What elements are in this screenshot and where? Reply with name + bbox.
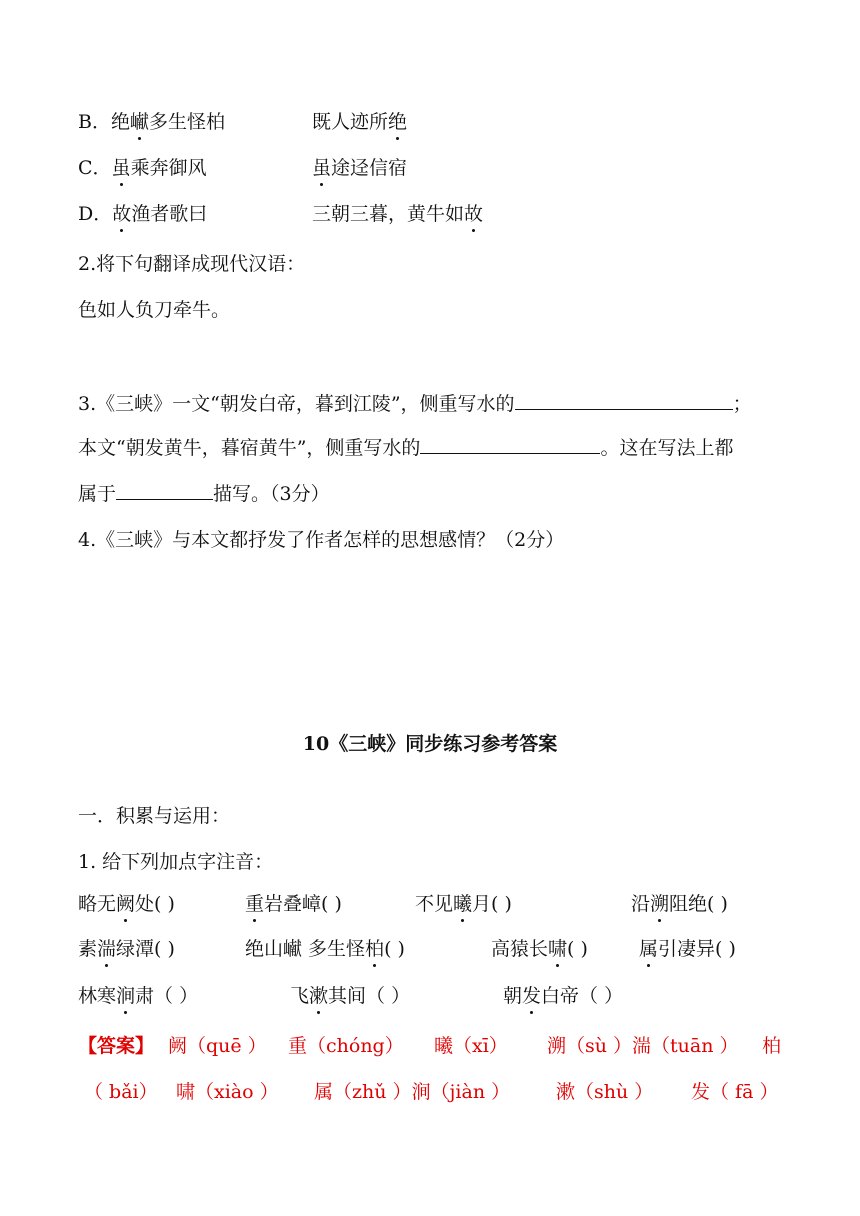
q3-text: 3.《三峡》一文“朝发白帝，暮到江陵”，侧重写水的 xyxy=(78,393,515,415)
option-text: B．绝 xyxy=(78,111,130,133)
answer-item: 曦（xī） xyxy=(434,1035,508,1057)
dotted-char: 重 xyxy=(245,893,265,915)
answer-item: 溯（sù ）湍（tuān ） xyxy=(547,1035,739,1057)
q3-line2 xyxy=(78,435,733,461)
answer-item: 属（zhǔ ）涧（jiàn ） xyxy=(314,1081,511,1103)
answer-item: 啸（xiào ） xyxy=(176,1081,279,1103)
dotted-char: 绝 xyxy=(388,111,408,133)
pinyin-question: 1. 给下列加点字注音： xyxy=(78,851,274,873)
option-text: 渔者歌曰 xyxy=(131,203,208,225)
dotted-char: 阙 xyxy=(116,893,136,915)
q3-text: 。这在写法上都 xyxy=(600,437,734,459)
item-text: 阻绝( ) xyxy=(669,893,728,915)
item-text: 肃（ ） xyxy=(135,985,199,1007)
answer-item: 重（chóng） xyxy=(288,1035,404,1057)
option-b xyxy=(78,109,225,135)
item-text: 林寒 xyxy=(78,985,117,1007)
item-text: ( ) xyxy=(567,938,588,960)
q2-prompt: 2.将下句翻译成现代汉语： xyxy=(78,253,306,275)
option-text: 既人迹所 xyxy=(312,111,389,133)
q3-line3 xyxy=(78,481,330,507)
item-text: 素 xyxy=(78,938,98,960)
dotted-char: 漱 xyxy=(309,985,329,1007)
option-text: D． xyxy=(78,203,113,225)
item-text: 略无 xyxy=(78,893,117,915)
option-text: 乘奔御风 xyxy=(130,157,207,179)
answer-blank[interactable] xyxy=(515,391,733,410)
dotted-char: 故 xyxy=(112,203,132,225)
answer-item: （ bǎi） xyxy=(84,1081,158,1103)
pinyin-item xyxy=(78,936,175,962)
item-text: 白帝（ ） xyxy=(541,985,624,1007)
pinyin-item xyxy=(290,983,410,1009)
dotted-char: 虽 xyxy=(111,157,131,179)
item-text: 沿 xyxy=(631,893,651,915)
pinyin-item xyxy=(245,936,405,962)
q2-sentence: 色如人负刀牵牛。 xyxy=(78,299,231,321)
item-text: 飞 xyxy=(290,985,310,1007)
dotted-char: 涧 xyxy=(116,985,136,1007)
answer-blank[interactable] xyxy=(116,481,213,500)
answer-item: 柏 xyxy=(762,1035,782,1057)
q3-line1 xyxy=(78,391,752,417)
item-text: 引凄异( ) xyxy=(658,938,736,960)
pinyin-item xyxy=(245,891,342,917)
section-heading: 一．积累与运用： xyxy=(78,805,231,827)
q3-text: 本文“朝发黄牛，暮宿黄牛”，侧重写水的 xyxy=(78,437,421,459)
pinyin-item xyxy=(631,891,728,917)
option-d xyxy=(78,201,207,227)
item-text: 其间（ ） xyxy=(328,985,411,1007)
item-text: 不见 xyxy=(415,893,454,915)
dotted-char: 虽 xyxy=(312,157,332,179)
pinyin-item xyxy=(78,891,175,917)
item-text: 处( ) xyxy=(135,893,175,915)
item-text: 绿潭( ) xyxy=(116,938,175,960)
option-c-second xyxy=(312,155,407,181)
dotted-char: 属 xyxy=(639,938,659,960)
option-text: 途迳信宿 xyxy=(331,157,408,179)
dotted-char: 𪩘 xyxy=(129,111,149,133)
option-d-second xyxy=(312,201,483,227)
item-text: 月( ) xyxy=(472,893,512,915)
dotted-char: 柏 xyxy=(365,938,385,960)
item-text: 绝山𪩘 多生怪 xyxy=(245,938,366,960)
answer-item: 发（ fā ） xyxy=(691,1081,779,1103)
pinyin-item xyxy=(78,983,198,1009)
answer-label: 【答案】 xyxy=(78,1035,155,1057)
item-text: 岩叠嶂( ) xyxy=(264,893,342,915)
dotted-char: 湍 xyxy=(97,938,117,960)
dotted-char: 故 xyxy=(464,203,484,225)
q3-text: ； xyxy=(732,393,752,415)
answer-item: 漱（shù ） xyxy=(556,1081,654,1103)
option-b-second xyxy=(312,109,407,135)
dotted-char: 啸 xyxy=(548,938,568,960)
item-text: 朝 xyxy=(503,985,523,1007)
q4-text: 4.《三峡》与本文都抒发了作者怎样的思想感情？（2分） xyxy=(78,529,565,551)
pinyin-item xyxy=(639,936,736,962)
pinyin-item xyxy=(503,983,623,1009)
dotted-char: 溯 xyxy=(650,893,670,915)
q3-text: 属于 xyxy=(78,483,117,505)
option-text: C． xyxy=(78,157,112,179)
answer-title: 10《三峡》同步练习参考答案 xyxy=(302,733,558,755)
answer-item: 阙（quē ） xyxy=(168,1035,267,1057)
option-text: 多生怪柏 xyxy=(148,111,225,133)
item-text: 高猿长 xyxy=(491,938,549,960)
pinyin-item xyxy=(491,936,588,962)
pinyin-item xyxy=(415,891,512,917)
option-c xyxy=(78,155,207,181)
dotted-char: 发 xyxy=(522,985,542,1007)
item-text: ( ) xyxy=(384,938,405,960)
q3-text: 描写。（3分） xyxy=(213,483,330,505)
dotted-char: 曦 xyxy=(453,893,473,915)
option-text: 三朝三暮，黄牛如 xyxy=(312,203,465,225)
answer-blank[interactable] xyxy=(420,435,600,454)
